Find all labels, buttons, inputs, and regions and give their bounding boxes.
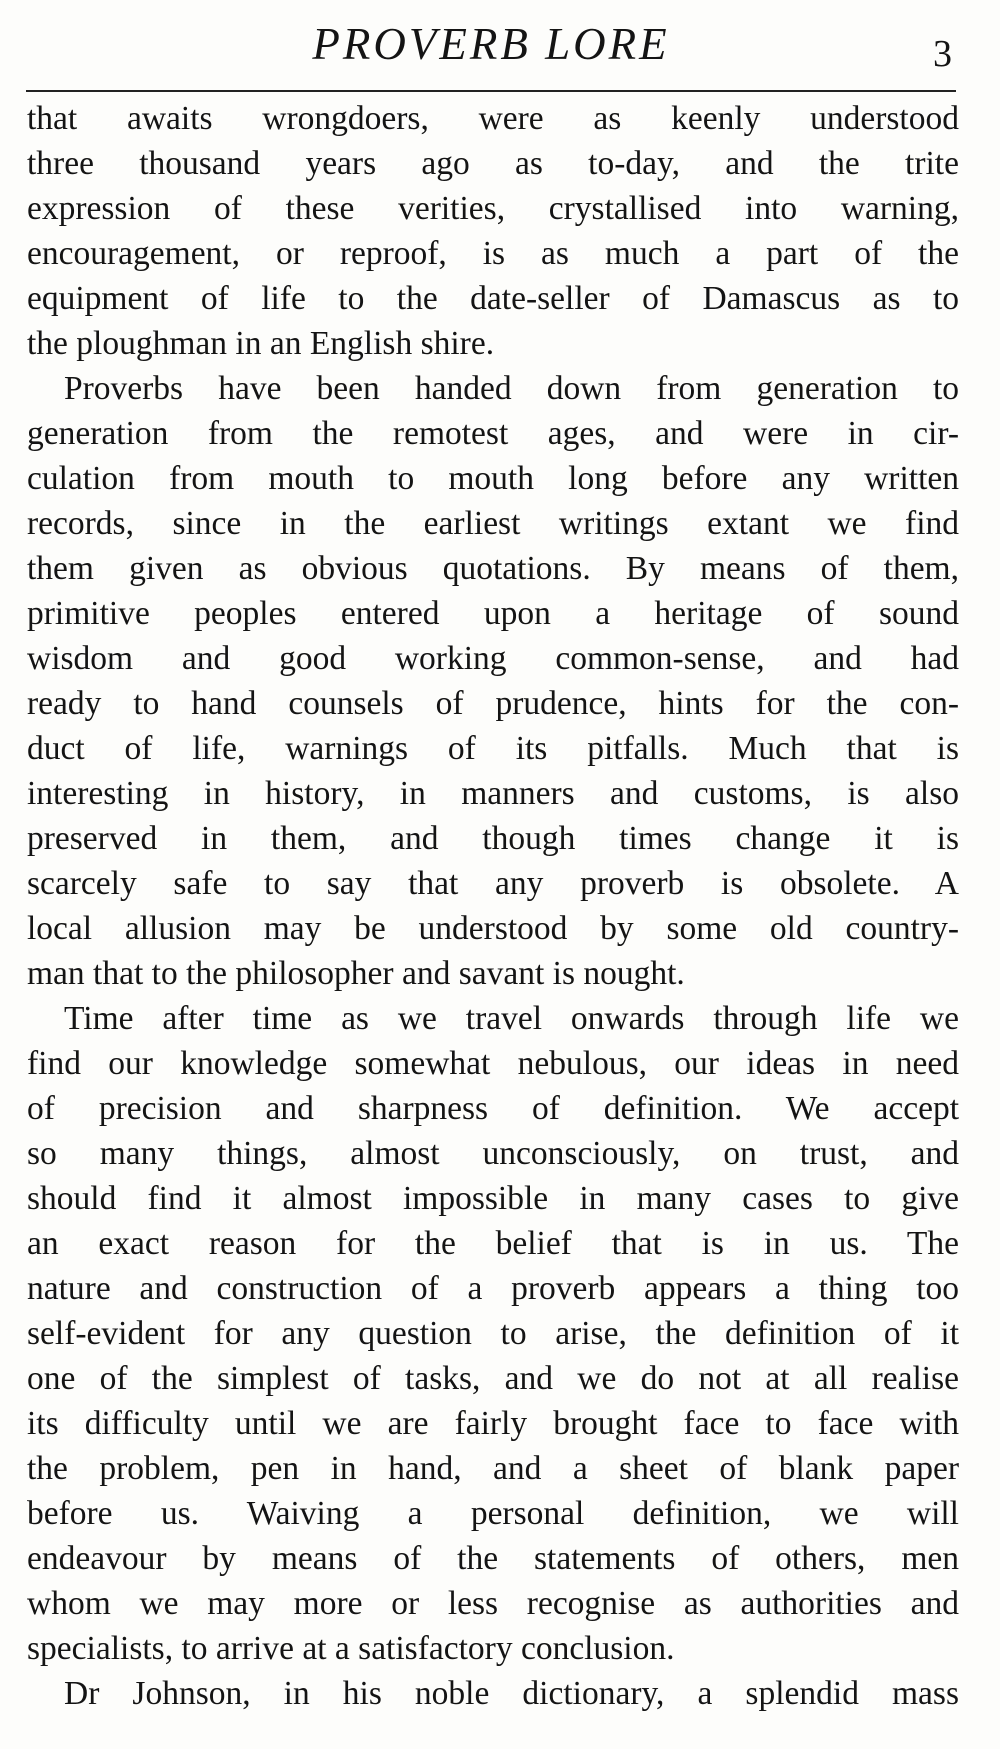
text-line: wisdom and good working common-sense, and had [27,640,959,677]
text-line: an exact reason for the belief that is in us. The [27,1225,959,1262]
text-line: self-evident for any question to arise, the definition of it [27,1315,959,1352]
text-line: specialists, to arrive at a satisfactory conclusion. [27,1630,675,1667]
running-header [26,14,956,92]
text-line: the ploughman in an English shire. [27,325,495,362]
text-line: primitive peoples entered upon a heritage of sound [27,595,959,632]
text-line: equipment of life to the date-seller of Damascus as to [27,280,959,317]
text-line: scarcely safe to say that any proverb is obsolete. A [27,865,959,902]
text-line: of precision and sharpness of definition. We accept [27,1090,959,1127]
text-line: the problem, pen in hand, and a sheet of blank paper [27,1450,959,1487]
page-number: 3 [933,33,952,75]
text-line: interesting in history, in manners and customs, is also [27,775,959,812]
text-line: Dr Johnson, in his noble dictionary, a splendid mass [64,1675,959,1712]
text-line: them given as obvious quotations. By means of them, [27,550,959,587]
text-line: that awaits wrongdoers, were as keenly understood [27,100,959,137]
text-line: man that to the philosopher and savant is nought. [27,955,685,992]
text-line: nature and construction of a proverb appears a thing too [27,1270,959,1307]
text-line: ready to hand counsels of prudence, hints for the con- [27,685,959,722]
text-line: generation from the remotest ages, and were in cir- [27,415,959,452]
text-line: whom we may more or less recognise as authorities and [27,1585,959,1622]
text-line: expression of these verities, crystallised into warning, [27,190,959,227]
text-line: endeavour by means of the statements of others, men [27,1540,959,1577]
text-line: three thousand years ago as to-day, and the trite [27,145,959,182]
running-title: PROVERB LORE [312,19,670,69]
text-line: encouragement, or reproof, is as much a part of the [27,235,959,272]
text-line: duct of life, warnings of its pitfalls. Much that is [27,730,959,767]
text-line: records, since in the earliest writings extant we find [27,505,959,542]
text-line: should find it almost impossible in many cases to give [27,1180,959,1217]
text-line: Time after time as we travel onwards through life we [64,1000,959,1037]
text-line: so many things, almost unconsciously, on trust, and [27,1135,959,1172]
text-line: Proverbs have been handed down from generation to [64,370,959,407]
body-text [27,96,959,1716]
text-line: preserved in them, and though times change it is [27,820,959,857]
text-line: local allusion may be understood by some old country- [27,910,959,947]
text-line: culation from mouth to mouth long before any written [27,460,959,497]
text-line: one of the simplest of tasks, and we do not at all realise [27,1360,959,1397]
text-line: before us. Waiving a personal definition, we will [27,1495,959,1532]
text-line: its difficulty until we are fairly brought face to face with [27,1405,959,1442]
text-line: find our knowledge somewhat nebulous, our ideas in need [27,1045,959,1082]
